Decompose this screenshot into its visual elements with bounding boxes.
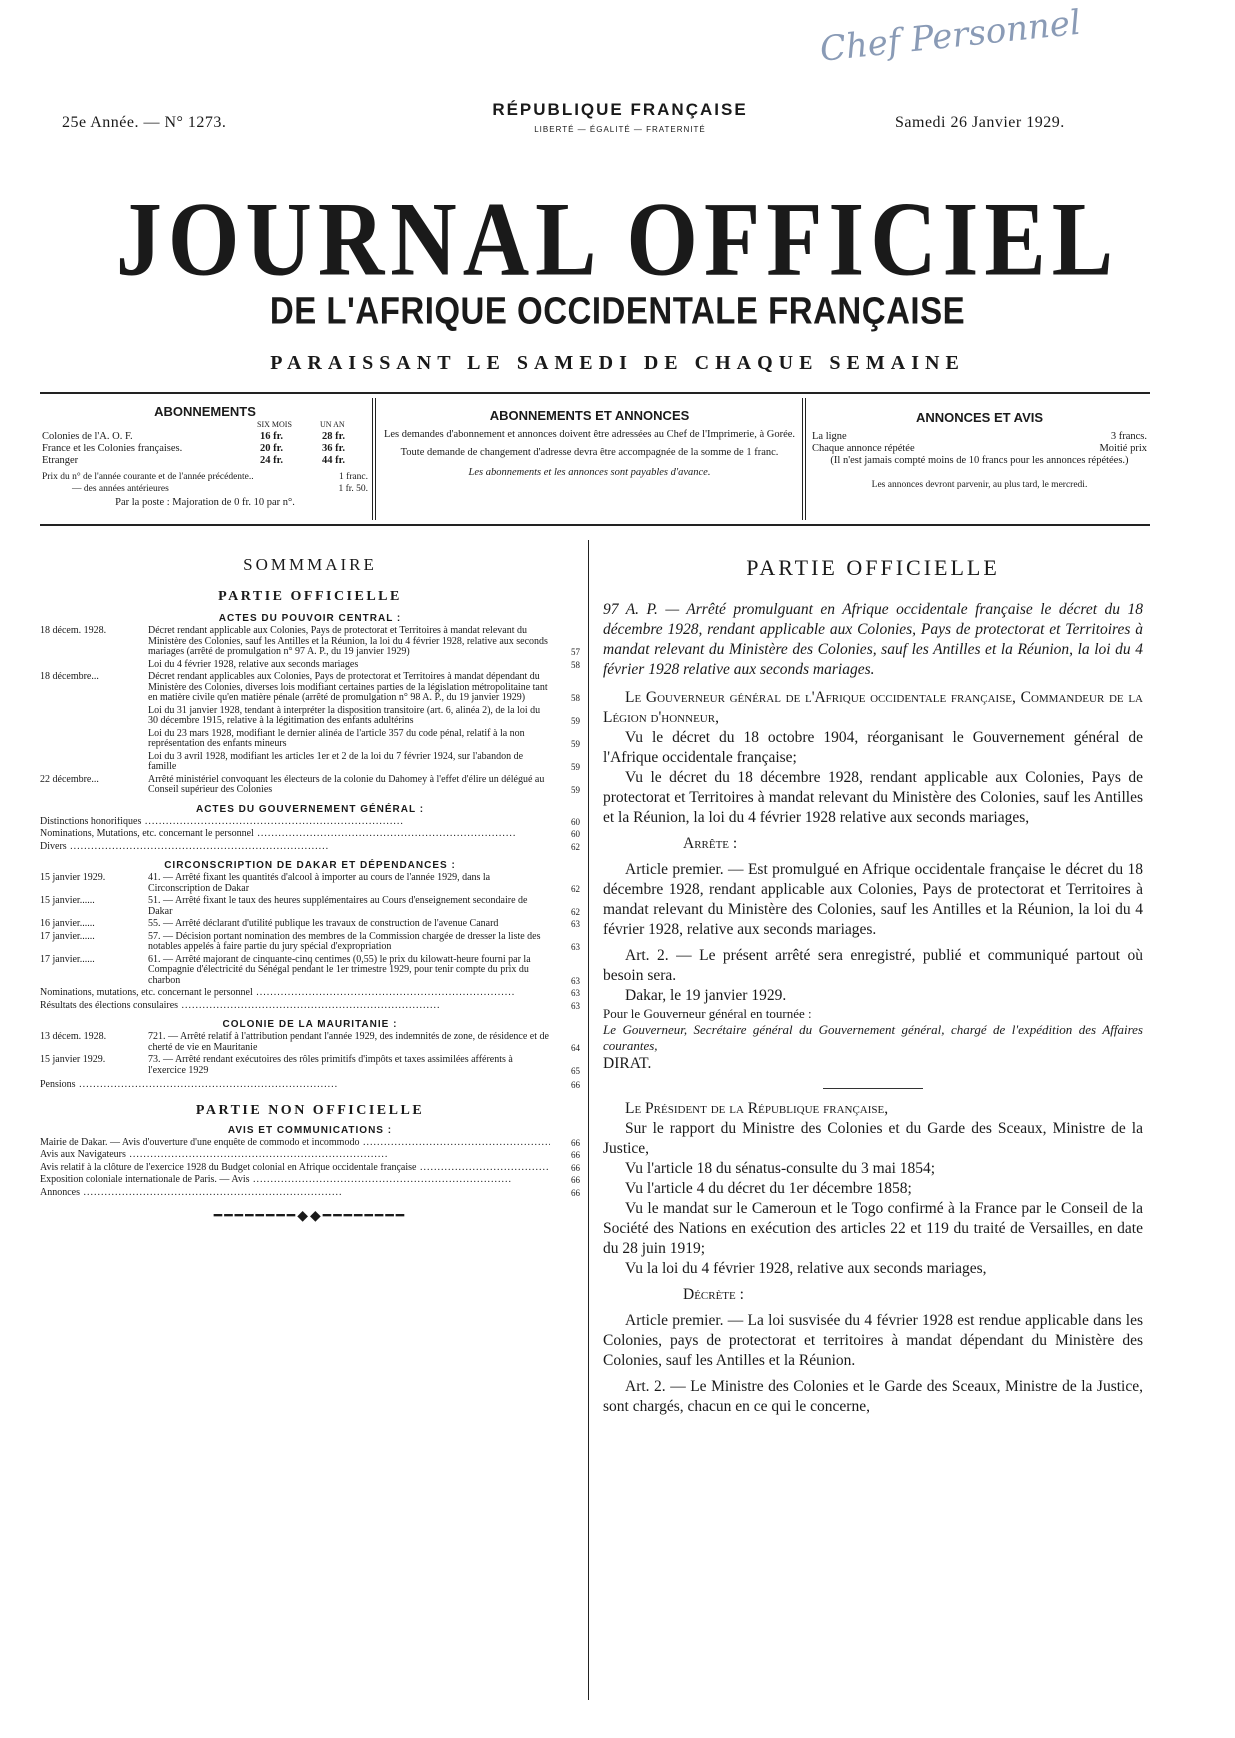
abonnement-six-mois: 16 fr. [260,431,283,442]
sommaire-page: 59 [571,762,580,772]
box-divider [805,398,806,520]
sommaire-date: 15 janvier...... [40,895,95,906]
sommaire-row [40,932,580,953]
abonnements-box [42,404,368,509]
sommaire-row [40,1032,580,1053]
sommaire-text: Loi du 23 mars 1928, modifiant le dernier alinéa de l'article 357 du code pénal, relatif à la non représentation des enfants mineurs [148,727,525,749]
sommaire-date: 15 janvier 1929. [40,1054,106,1065]
abonnement-row [42,455,368,467]
abonnements-annonces-title: ABONNEMENTS ET ANNONCES [489,408,690,423]
sommaire-row [40,873,580,894]
sommaire-date: 18 décem. 1928. [40,625,107,636]
abonnement-six-mois: 20 fr. [260,443,283,454]
pensions-label: Pensions ..... [40,1080,550,1091]
abonnement-un-an: 28 fr. [322,431,345,442]
republic-motto: LIBERTÉ — ÉGALITÉ — FRATERNITÉ [534,125,706,134]
vu-decret-1904: Vu le décret du 18 octobre 1904, réorganisant le Gouvernement général de l'Afrique occidentale française; [603,729,1143,766]
sommaire-text: 51. — Arrêté fixant le taux des heures supplémentaires au Cours d'enseignement secondaire de Dakar [148,895,528,917]
sommaire-date: 17 janvier...... [40,930,95,942]
sommaire-row [40,1138,580,1149]
abonnement-zone: Etranger [42,455,79,466]
vu-decret-1858: Vu l'article 4 du décret du 1er décembre 1858; [625,1180,912,1197]
sommaire-row [40,1175,580,1186]
sommaire-date: 16 janvier...... [40,918,95,929]
sommaire-text: Loi du 4 février 1928, relative aux seconds mariages [148,658,359,670]
box-divider [372,398,373,520]
sommaire-date: 15 janvier 1929. [40,872,106,883]
box-divider [802,398,803,520]
sommaire-text: 55. — Arrêté déclarant d'utilité publique les travaux de construction de l'avenue Canard [148,918,499,929]
prix-courant-value: 1 franc. [338,472,368,482]
sommaire-text: Annonces ..... [40,1188,550,1199]
abonnements-annonces-p1: Les demandes d'abonnement et annonces doivent être adressées au Chef de l'Imprimerie, à Gorée. [383,429,796,440]
sommaire-date: 13 décem. 1928. [40,1031,107,1042]
pour-gouverneur: Pour le Gouverneur général en tournée : [603,1006,812,1021]
sommaire-text: Décret rendant applicable aux Colonies, Pays de protectorat et Territoires à mandat relevant du Ministère des Colonies, sauf les Antilles et la Réunion, la loi du 4 février 1928, relative aux seconds mariages (arrêté de promulgation n° 97 A. P., du 19 janvier 1929) [148,625,548,657]
sommaire-row [40,842,580,853]
sommaire-page: 63 [571,942,580,952]
sommaire [40,555,580,1225]
sommaire-text: 41. — Arrêté fixant les quantités d'alcool à importer au cours de l'année 1929, dans la Circonscription de Dakar [148,872,491,894]
abonnement-six-mois: 24 fr. [260,455,283,466]
annonces-avis-p1: (Il n'est jamais compté moins de 10 francs pour les annonces répétées.) [830,455,1129,466]
sommaire-row [40,817,580,828]
box-divider [375,398,376,520]
ornament-divider: ━━━━━━━━◆◆━━━━━━━━ [213,1209,407,1224]
sommaire-date: 18 décembre... [40,671,99,682]
journal-subtitle: DE L'AFRIQUE OCCIDENTALE FRANÇAISE [269,289,966,332]
sommaire-page: 59 [571,739,580,749]
actes-pouvoir-heading: ACTES DU POUVOIR CENTRAL : [218,613,402,624]
sommaire-text: 73. — Arrêté rendant exécutoires des rôles primitifs d'impôts et taxes assimilées afférents à l'exercice 1929 [148,1054,513,1076]
sommaire-text: Avis aux Navigateurs ..... [40,1150,550,1161]
sommaire-page: 58 [571,659,580,670]
sommaire-row [40,672,580,704]
gouverneur-general: Le Gouverneur général de l'Afrique occidentale française, Commandeur de la Légion d'honneur, [603,689,1143,726]
sommaire-row [40,1055,580,1076]
dakar-date: Dakar, le 19 janvier 1929. [625,987,787,1004]
periodicity: PARAISSANT LE SAMEDI DE CHAQUE SEMAINE [270,352,965,374]
prix-anterieur: — des années antérieures [72,484,169,494]
sommaire-date: 22 décembre... [40,773,99,785]
sommaire-row [40,1163,580,1174]
sommaire-page: 63 [571,919,580,929]
sommaire-row [40,660,580,671]
article-premier: Article premier. — Est promulgué en Afrique occidentale française le décret du 18 décembre 1928, rendant applicable aux Colonies, Pays de protectorat et Territoires à mandat relevant du Ministère des Colonies, sauf les Antilles et la Réunion, la loi du 4 février 1928, relative aux seconds mariages. [603,861,1143,938]
sommaire-row [40,752,580,773]
avis-heading: AVIS ET COMMUNICATIONS : [227,1124,393,1136]
poste-majoration: Par la poste : Majoration de 0 fr. 10 par n°. [115,497,295,508]
sommaire-row [40,829,580,840]
sommaire-row [40,955,580,987]
vu-mandat: Vu le mandat sur le Cameroun et le Togo confirmé à la France par le Conseil de la Société des Nations en exécution des articles 22 et 119 du traité de Versailles, en date du 28 juin 1919; [603,1200,1143,1257]
partie-officielle-title: PARTIE OFFICIELLE [746,555,1000,580]
sommaire-text: Avis relatif à la clôture de l'exercice 1928 du Budget colonial en Afrique occidentale française ..... [40,1163,550,1174]
issue-number: 25e Année. — N° 1273. [62,114,227,131]
col-un-an: UN AN [320,420,345,429]
column-divider [588,540,589,1700]
annonces-avis-box [812,410,1147,491]
republic-title: RÉPUBLIQUE FRANÇAISE [492,100,748,119]
pensions-row [40,1080,580,1091]
sommaire-text: Nominations, Mutations, etc. concernant le personnel ..... [40,829,550,840]
dakar-heading: CIRCONSCRIPTION DE DAKAR ET DÉPENDANCES : [164,860,456,871]
partie-officielle-text [603,555,1143,1417]
sommaire-text: Exposition coloniale internationale de Paris. — Avis ..... [40,1175,550,1186]
sommaire-text: Loi du 31 janvier 1928, tendant à interpréter la disposition transitoire (art. 6, alinéa 2), de la loi du 30 décembre 1915, relative à la légitimation des enfants adultérins [148,704,541,726]
sommaire-title: SOMMMAIRE [243,555,377,574]
vu-senatus: Vu l'article 18 du sénatus-consulte du 3 mai 1854; [625,1160,936,1177]
sommaire-text: Décret rendant applicables aux Colonies, Pays de protectorat et Territoires à mandat dépendant du Ministère des Colonies, diverses lois modifiant certaines parties de la législation métropolitaine tant en matière civile qu'en matière pénale (arrêté de promulgation n° 98 A. P., du 19 janvier 1929) [148,671,548,703]
sommaire-row [40,919,580,930]
prix-courant: Prix du n° de l'année courante et de l'année précédente.. [42,472,254,482]
abonnement-row [42,431,368,443]
article-2-decret: Art. 2. — Le Ministre des Colonies et le Garde des Sceaux, Ministre de la Justice, sont chargés, chacun en ce qui le concerne, [603,1378,1143,1415]
republic-header [400,100,840,134]
sommaire-text: Résultats des élections consulaires ..... [40,1001,550,1012]
article-premier-decret: Article premier. — La loi susvisée du 4 février 1928 est rendue applicable dans les Colonies, pays de protectorat et territoires à mandat dépendant du Ministère des Colonies, sauf les Antilles et la Réunion. [603,1312,1143,1369]
sommaire-page: 63 [571,1000,580,1011]
sommaire-text: 721. — Arrêté relatif à l'attribution pendant l'année 1929, des indemnités de zone, de résidence et de cherté de vie en Mauritanie [148,1031,549,1053]
sommaire-page: 60 [571,816,580,827]
secretaire-general: Le Gouverneur, Secrétaire général du Gouvernement général, chargé de l'expédition des Affaires courantes, [603,1022,1143,1053]
sommaire-page: 65 [571,1065,580,1076]
vu-loi-1928: Vu la loi du 4 février 1928, relative aux seconds mariages, [625,1260,987,1277]
sommaire-row [40,1150,580,1161]
sommaire-row [40,729,580,750]
sommaire-row [40,988,580,999]
abonnement-un-an: 44 fr. [322,455,345,466]
sommaire-text: 57. — Décision portant nomination des membres de la Commission chargée de dresser la liste des notables appelés à faire partie du jury spécial d'expropriation [148,930,541,952]
sommaire-row [40,1188,580,1199]
sommaire-page: 58 [571,693,580,703]
arrete-heading: 97 A. P. — Arrêté promulguant en Afrique occidentale française le décret du 18 décembre 1928, rendant applicable aux Colonies, Pays de protectorat et Territoires à mandat relevant du Ministère des Colonies, sauf les Antilles et la Réunion, la loi du 4 février 1928 relative aux seconds mariages. [603,601,1143,678]
sommaire-date: 17 janvier...... [40,953,95,965]
annonce-ligne-value: 3 francs. [1110,431,1147,442]
sommaire-row [40,1001,580,1012]
abonnements-title: ABONNEMENTS [154,404,256,419]
president-republique: Le Président de la République française, [625,1100,889,1117]
sommaire-page: 62 [571,906,580,917]
journal-title: JOURNAL OFFICIEL [115,180,1120,298]
abonnement-zone: Colonies de l'A. O. F. [42,431,133,442]
abonnements-annonces-p3: Les abonnements et les annonces sont payables d'avance. [468,467,711,478]
abonnement-row [42,443,368,455]
vu-decret-1928: Vu le décret du 18 décembre 1928, rendant applicable aux Colonies, Pays de protectorat et Territoires à mandat relevant du Ministère des Colonies, sauf les Antilles et la Réunion, la loi du 4 février 1928 relative aux seconds mariages, [603,769,1143,826]
sommaire-text: Loi du 3 avril 1928, modifiant les articles 1er et 2 de la loi du 7 février 1924, sur l'abandon de famille [148,750,524,772]
sommaire-page: 62 [571,883,580,894]
sommaire-text: 61. — Arrêté majorant de cinquante-cinq centimes (0,55) le prix du kilowatt-heure fourni par la Compagnie d'électricité du Sénégal pendant le 1er trimestre 1929, pour tenir compte du prix du charbon [148,953,531,986]
sommaire-row [40,626,580,658]
sommaire-row [40,706,580,727]
prix-anterieur-value: 1 fr. 50. [338,484,368,494]
sur-rapport: Sur le rapport du Ministre des Colonies et du Garde des Sceaux, Ministre de la Justice, [603,1120,1143,1157]
annonce-ligne-label: La ligne [812,431,847,442]
sommaire-page: 66 [571,1175,580,1185]
actes-gouv-heading: ACTES DU GOUVERNEMENT GÉNÉRAL : [195,803,425,815]
sommaire-text: Nominations, mutations, etc. concernant le personnel ..... [40,988,550,999]
sommaire-page: 66 [571,1162,580,1173]
sommaire-page: 59 [571,785,580,795]
sommaire-text: Arrêté ministériel convoquant les électeurs de la colonie du Dahomey à l'effet d'élire un délégué au Conseil supérieur des Colonies [148,773,545,795]
handwritten-annotation: Chef Personnel [818,2,1083,70]
sommaire-page: 59 [571,716,580,726]
annonce-repetee-label: Chaque annonce répétée [812,443,915,454]
sommaire-page: 63 [571,975,580,986]
pensions-page: 66 [571,1080,580,1090]
sommaire-page: 57 [571,647,580,657]
sommaire-page: 66 [571,1150,580,1160]
abonnement-un-an: 36 fr. [322,443,345,454]
issue-date: Samedi 26 Janvier 1929. [895,114,1065,131]
sommaire-text: Mairie de Dakar. — Avis d'ouverture d'une enquête de commodo et incommodo ..... [40,1138,550,1149]
col-six-mois: SIX MOIS [257,420,292,429]
abonnements-annonces-p2: Toute demande de changement d'adresse devra être accompagnée de la somme de 1 franc. [400,447,779,458]
sommaire-page: 62 [571,841,580,852]
partie-non-officielle-heading: PARTIE NON OFFICIELLE [195,1102,425,1118]
sommaire-text: Distinctions honorifiques ..... [40,817,550,828]
annonces-avis-title: ANNONCES ET AVIS [915,410,1044,425]
mauritanie-heading: COLONIE DE LA MAURITANIE : [222,1019,398,1030]
sommaire-page: 60 [571,829,580,839]
abonnements-annonces-box [382,408,797,479]
sommaire-page: 66 [571,1137,580,1148]
article-2: Art. 2. — Le présent arrêté sera enregistré, publié et communiqué partout où besoin sera. [603,947,1143,984]
annonces-avis-p2: Les annonces devront parvenir, au plus tard, le mercredi. [871,480,1088,490]
decrete-label: Décrète : [683,1286,744,1303]
sommaire-page: 63 [571,988,580,998]
abonnement-zone: France et les Colonies françaises. [42,443,183,454]
arrete-label: Arrête : [683,835,738,852]
sommaire-row [40,775,580,796]
sommaire-row [40,896,580,917]
separator [823,1088,923,1089]
sommaire-page: 64 [571,1042,580,1053]
sommaire-text: Divers ..... [40,842,550,853]
signature-dirat: DIRAT. [603,1055,652,1072]
sommaire-page: 66 [571,1187,580,1198]
partie-officielle-heading: PARTIE OFFICIELLE [218,589,402,604]
annonce-repetee-value: Moitié prix [1099,443,1147,454]
